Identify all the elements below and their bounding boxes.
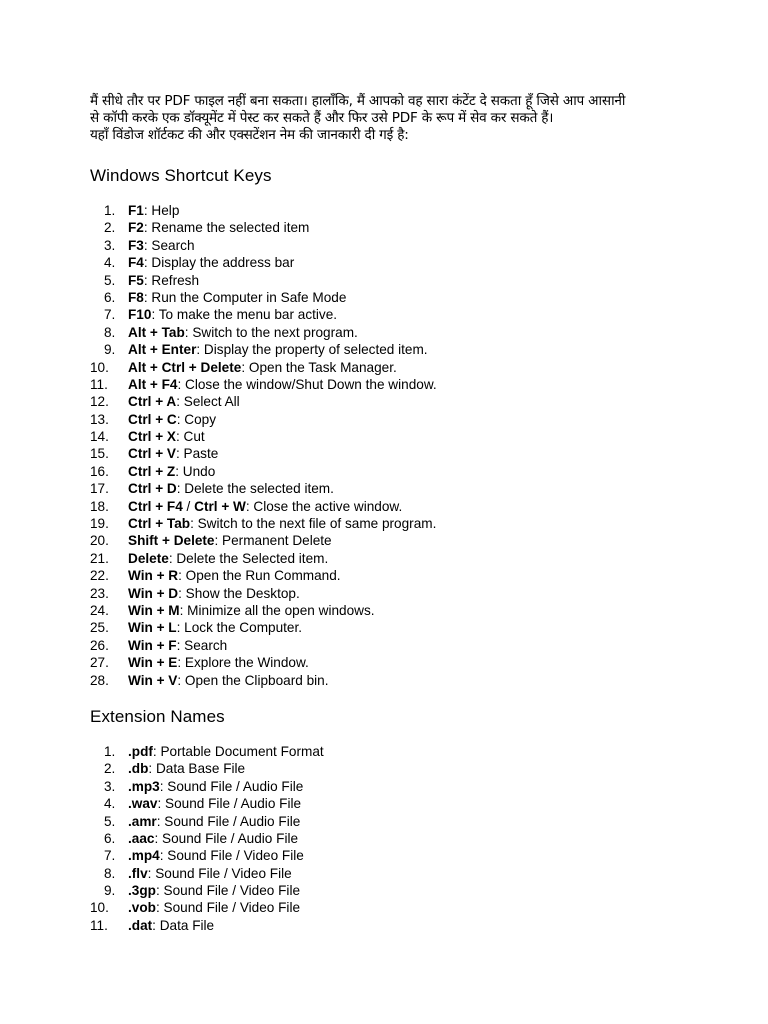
item-description: : Sound File / Video File	[147, 865, 292, 881]
shortcut-item	[90, 219, 690, 236]
item-description: : Sound File / Audio File	[156, 813, 301, 829]
item-key: Ctrl + V	[128, 446, 176, 462]
extension-item	[90, 830, 690, 847]
item-description: : Close the window/Shut Down the window.	[177, 376, 437, 392]
list-number: 24.	[90, 602, 109, 618]
item-description: : Copy	[176, 411, 217, 427]
list-number: 8.	[104, 324, 116, 340]
item-description: : Sound File / Audio File	[154, 830, 299, 846]
item-key: .wav	[128, 796, 158, 812]
shortcut-item	[90, 254, 690, 271]
item-key: F8	[128, 289, 144, 305]
item-description: : Select All	[176, 394, 240, 410]
shortcuts-heading: Windows Shortcut Keys	[90, 166, 272, 185]
item-description: : Lock the Computer.	[176, 620, 303, 636]
document-page	[90, 93, 690, 934]
item-description: : Permanent Delete	[214, 533, 332, 549]
list-number: 7.	[104, 848, 116, 864]
item-key: Alt + Enter	[128, 342, 197, 358]
item-description: : Data Base File	[148, 761, 246, 777]
item-key: .mp4	[128, 848, 160, 864]
item-key: Ctrl + A	[128, 394, 177, 410]
shortcut-item	[90, 463, 690, 480]
list-number: 16.	[90, 463, 109, 479]
list-number: 3.	[104, 778, 116, 794]
item-description: : Delete the Selected item.	[168, 550, 329, 566]
shortcut-item	[90, 619, 690, 636]
list-number: 14.	[90, 429, 109, 445]
item-description: : Sound File / Video File	[159, 848, 304, 864]
item-description: : Paste	[175, 446, 219, 462]
list-number: 13.	[90, 411, 109, 427]
item-key: Win + R	[128, 568, 179, 584]
item-key: .amr	[128, 813, 157, 829]
item-key: .flv	[128, 865, 148, 881]
shortcut-item	[90, 272, 690, 289]
item-description: : To make the menu bar active.	[151, 307, 338, 323]
item-key: F1	[128, 203, 144, 218]
item-description: : Sound File / Audio File	[157, 796, 302, 812]
item-key: .pdf	[128, 743, 153, 759]
shortcut-item	[90, 411, 690, 428]
item-key: Ctrl + C	[128, 411, 177, 427]
list-number: 22.	[90, 568, 109, 584]
list-number: 1.	[104, 203, 116, 218]
item-description: : Minimize all the open windows.	[179, 602, 375, 618]
extension-item	[90, 917, 690, 934]
shortcut-item	[90, 498, 690, 515]
item-key: Shift + Delete	[128, 533, 215, 549]
shortcut-item	[90, 289, 690, 306]
item-description: : Search	[143, 237, 195, 253]
item-description: : Explore the Window.	[177, 655, 309, 671]
item-description: : Open the Task Manager.	[241, 359, 397, 375]
item-key: Ctrl + D	[128, 481, 177, 497]
list-number: 2.	[104, 220, 116, 236]
item-separator: /	[182, 498, 195, 514]
shortcut-item	[90, 637, 690, 654]
item-key: Win + V	[128, 672, 178, 688]
list-number: 5.	[104, 272, 116, 288]
item-key: .vob	[128, 900, 156, 916]
shortcut-item	[90, 585, 690, 602]
list-number: 8.	[104, 865, 116, 881]
extension-item	[90, 847, 690, 864]
shortcut-item	[90, 237, 690, 254]
item-description: : Display the property of selected item.	[196, 342, 428, 358]
item-key: Alt + F4	[128, 376, 178, 392]
list-number: 3.	[104, 237, 116, 253]
list-number: 9.	[104, 342, 116, 358]
extension-item	[90, 899, 690, 916]
list-number: 6.	[104, 830, 116, 846]
list-number: 4.	[104, 255, 116, 271]
shortcut-item	[90, 393, 690, 410]
shortcut-item	[90, 515, 690, 532]
extensions-heading: Extension Names	[90, 706, 225, 726]
shortcut-item	[90, 532, 690, 549]
item-key: Ctrl + F4	[128, 498, 183, 514]
item-description: : Portable Document Format	[152, 743, 324, 759]
intro-paragraph	[90, 93, 690, 144]
item-description: : Rename the selected item	[143, 220, 310, 236]
item-key: Win + L	[128, 620, 177, 636]
shortcut-item	[90, 445, 690, 462]
list-number: 18.	[90, 498, 109, 514]
item-description: : Open the Run Command.	[178, 568, 341, 584]
item-description: : Sound File / Audio File	[159, 778, 304, 794]
extension-item	[90, 778, 690, 795]
item-description: : Run the Computer in Safe Mode	[143, 289, 347, 305]
list-number: 15.	[90, 446, 109, 462]
shortcut-item	[90, 602, 690, 619]
shortcut-item	[90, 359, 690, 376]
list-number: 7.	[104, 307, 116, 323]
list-number: 9.	[104, 883, 116, 899]
item-description: : Data File	[152, 917, 215, 933]
item-key: Win + D	[128, 585, 179, 601]
item-key: .db	[128, 761, 149, 777]
intro-line: यहाँ विंडोज शॉर्टकट की और एक्सटेंशन नेम की जानकारी दी गई है:	[90, 127, 409, 143]
list-number: 25.	[90, 620, 109, 636]
shortcut-item	[90, 306, 690, 323]
item-key: Win + E	[128, 655, 178, 671]
item-description: : Open the Clipboard bin.	[177, 672, 329, 688]
list-number: 11.	[90, 917, 108, 933]
shortcuts-list	[90, 202, 690, 689]
item-description: : Search	[176, 637, 228, 653]
shortcut-item	[90, 202, 690, 219]
item-description: : Show the Desktop.	[178, 585, 300, 601]
item-description: : Switch to the next file of same program.	[190, 516, 437, 532]
list-number: 4.	[104, 796, 116, 812]
item-key: Ctrl + X	[128, 429, 176, 445]
extension-item	[90, 813, 690, 830]
list-number: 5.	[104, 813, 116, 829]
intro-line: से कॉपी करके एक डॉक्यूमेंट में पेस्ट कर सकते हैं और फिर उसे PDF के रूप में सेव कर सकते हैं।	[90, 110, 554, 126]
list-number: 1.	[104, 743, 116, 759]
item-key-alt: Ctrl + W	[194, 498, 246, 514]
list-number: 26.	[90, 637, 109, 653]
item-description: : Undo	[175, 463, 216, 479]
item-key: Alt + Tab	[128, 324, 185, 340]
item-key: .dat	[128, 917, 153, 933]
item-key: Win + F	[128, 637, 177, 653]
item-description: : Delete the selected item.	[176, 481, 334, 497]
extension-item	[90, 882, 690, 899]
item-key: Delete	[128, 550, 169, 566]
item-key: F2	[128, 220, 144, 236]
extensions-list	[90, 743, 690, 934]
shortcut-item	[90, 376, 690, 393]
item-key: Alt + Ctrl + Delete	[128, 359, 242, 375]
extension-item	[90, 743, 690, 760]
shortcut-item	[90, 428, 690, 445]
list-number: 2.	[104, 761, 116, 777]
item-key: Win + M	[128, 602, 180, 618]
item-key: .aac	[128, 830, 155, 846]
shortcut-item	[90, 480, 690, 497]
shortcut-item	[90, 672, 690, 689]
shortcut-item	[90, 550, 690, 567]
item-description: : Help	[143, 203, 180, 218]
list-number: 11.	[90, 376, 108, 392]
item-description: : Close the active window.	[245, 498, 403, 514]
item-key: F3	[128, 237, 144, 253]
item-key: F5	[128, 272, 144, 288]
list-number: 17.	[90, 481, 109, 497]
extension-item	[90, 760, 690, 777]
shortcut-item	[90, 341, 690, 358]
list-number: 27.	[90, 655, 109, 671]
item-description: : Sound File / Video File	[155, 883, 301, 899]
item-key: .mp3	[128, 778, 160, 794]
extension-item	[90, 865, 690, 882]
list-number: 12.	[90, 394, 109, 410]
intro-line: मैं सीधे तौर पर PDF फाइल नहीं बना सकता। हालाँकि, मैं आपको वह सारा कंटेंट दे सकता हूँ जिसे आप आसानी	[90, 93, 626, 109]
item-description: : Cut	[175, 429, 205, 445]
item-key: F10	[128, 307, 152, 323]
list-number: 28.	[90, 672, 109, 688]
shortcut-item	[90, 654, 690, 671]
list-number: 20.	[90, 533, 109, 549]
list-number: 19.	[90, 516, 109, 532]
list-number: 21.	[90, 550, 109, 566]
list-number: 6.	[104, 289, 116, 305]
extension-item	[90, 795, 690, 812]
item-key: .3gp	[128, 883, 156, 899]
list-number: 10.	[90, 359, 109, 375]
shortcut-item	[90, 567, 690, 584]
item-description: : Switch to the next program.	[184, 324, 358, 340]
shortcut-item	[90, 324, 690, 341]
item-key: Ctrl + Tab	[128, 516, 191, 532]
list-number: 10.	[90, 900, 109, 916]
item-description: : Refresh	[143, 272, 200, 288]
item-description: : Display the address bar	[143, 255, 295, 271]
item-description: : Sound File / Video File	[155, 900, 301, 916]
item-key: Ctrl + Z	[128, 463, 176, 479]
list-number: 23.	[90, 585, 109, 601]
item-key: F4	[128, 255, 144, 271]
